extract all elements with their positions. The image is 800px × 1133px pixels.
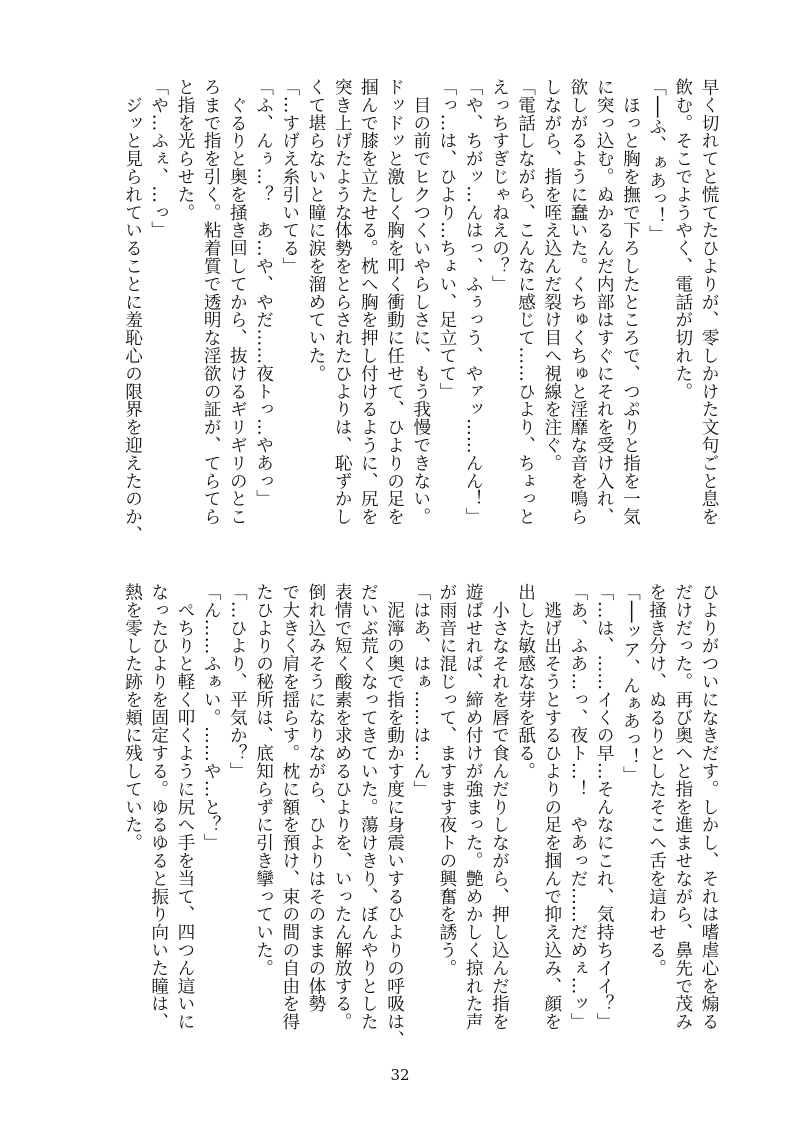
text-line: 「──ッア、んぁあっ！」 bbox=[620, 583, 641, 784]
text-line: ろまで指を引く。粘着質で透明な淫欲の証が、てらてら bbox=[201, 78, 222, 526]
text-line: を掻き分け、ぬるりとしたそこへ舌を這わせる。 bbox=[646, 583, 667, 977]
text-line: 目の前でヒクつくいやらしさに、もう我慢できない。 bbox=[410, 78, 431, 526]
text-line: ほっと胸を撫で下ろしたところで、つぷりと指を一気 bbox=[620, 78, 641, 526]
text-line: 「…ひより、平気か？」 bbox=[227, 583, 248, 780]
text-line: ぺちりと軽く叩くように尻へ手を当て、四つん這いに bbox=[174, 583, 195, 1031]
text-line: 出した敏感な芽を舐る。 bbox=[515, 583, 536, 780]
text-line: ドッドッと激しく胸を叩く衝動に任せて、ひよりの足を bbox=[384, 78, 405, 526]
text-line: で大きく肩を揺らす。枕に額を預け、束の間の自由を得 bbox=[279, 583, 300, 1031]
text-line: えっちすぎじゃねえの？」 bbox=[489, 78, 510, 293]
text-line: なったひよりを固定する。ゆるゆると振り向いた瞳は、 bbox=[148, 583, 169, 1031]
text-line: と指を光らせた。 bbox=[174, 78, 195, 222]
text-line: 欲しがるように蠢いた。くちゅくちゅと淫靡な音を鳴ら bbox=[567, 78, 588, 526]
text-line: 「──ふ、ぁあっ！」 bbox=[646, 78, 667, 243]
text-line: たひよりの秘所は、底知らずに引き攣っていた。 bbox=[253, 583, 274, 977]
text-line: 飲む。そこでようやく、電話が切れた。 bbox=[672, 78, 693, 401]
text-line: 泥濘の奥で指を動かす度に身震いするひよりの呼吸は、 bbox=[384, 583, 405, 1049]
text-line: 表情で短く酸素を求めるひよりを、いったん解放する。 bbox=[332, 583, 353, 1031]
text-line: に突っ込む。ぬかるんだ内部はすぐにそれを受け入れ、 bbox=[594, 78, 615, 526]
text-line: 「っ…は、ひより…ちょい、足立てて」 bbox=[436, 78, 457, 401]
text-line: 「あ、ふあ…っ、夜ト…！ やあっだ……だめぇ…ッ」 bbox=[567, 583, 588, 1031]
text-line: だけだった。再び奥へと指を進ませながら、鼻先で茂み bbox=[672, 583, 693, 1031]
text-line: が雨音に混じって、ますます夜トの興奮を誘う。 bbox=[436, 583, 457, 977]
text-line: 早く切れてと慌てたひよりが、零しかけた文句ごと息を bbox=[699, 78, 719, 526]
text-line: 熱を零した跡を頬に残していた。 bbox=[122, 583, 143, 852]
page-number: 32 bbox=[390, 1066, 410, 1084]
text-line: ひよりがついになきだす。しかし、それは嗜虐心を煽る bbox=[699, 583, 719, 1031]
text-line: 倒れ込みそうになりながら、ひよりはそのままの体勢 bbox=[305, 583, 326, 1013]
upper-text-column-block bbox=[72, 78, 722, 548]
text-line: だいぶ荒くなってきていた。蕩けきり、ぼんやりとした bbox=[358, 583, 379, 1031]
text-line: 小さなそれを唇で食んだりしながら、押し込んだ指を bbox=[489, 583, 510, 1031]
text-line: 「はあ、はぁ……は…ん」 bbox=[410, 583, 431, 798]
lower-text-column-block bbox=[72, 583, 722, 1053]
text-line: 「…は、……イくの早…そんなにこれ、気持ちイイ？」 bbox=[594, 583, 615, 1031]
text-line: 突き上げたような体勢をとらされたひよりは、恥ずかし bbox=[332, 78, 353, 526]
text-line: 遊ばせれば、締め付けが強まった。艶めかしく掠れた声 bbox=[463, 583, 484, 1031]
text-line: 「ん……ふぁい。……や…と？」 bbox=[201, 583, 222, 852]
text-line: 「電話しながら、こんなに感じて……ひより、ちょっと bbox=[515, 78, 536, 526]
text-line: ぐるりと奥を掻き回してから、抜けるギリギリのとこ bbox=[227, 78, 248, 526]
text-line: 「ふ、んぅ…？ あ…や、やだ……夜トっ…やあっ」 bbox=[253, 78, 274, 508]
text-line: 「や、ちがッ…んはっ、ふぅっう、やァッ……んん！」 bbox=[463, 78, 484, 526]
text-line: ジッと見られていることに羞恥心の限界を迎えたのか、 bbox=[122, 78, 143, 544]
text-line: くて堪らないと瞳に涙を溜めていた。 bbox=[305, 78, 326, 383]
text-line: 「や…ふぇ、…っ」 bbox=[148, 78, 169, 240]
text-line: しながら、指を咥え込んだ裂け目へ視線を注ぐ。 bbox=[541, 78, 562, 472]
text-line: 掴んで膝を立たせる。枕へ胸を押し付けるように、尻を bbox=[358, 78, 379, 526]
text-line: 「…すげえ糸引いてる」 bbox=[279, 78, 300, 275]
text-line: 逃げ出そうとするひよりの足を掴んで抑え込み、顔を bbox=[541, 583, 562, 1031]
